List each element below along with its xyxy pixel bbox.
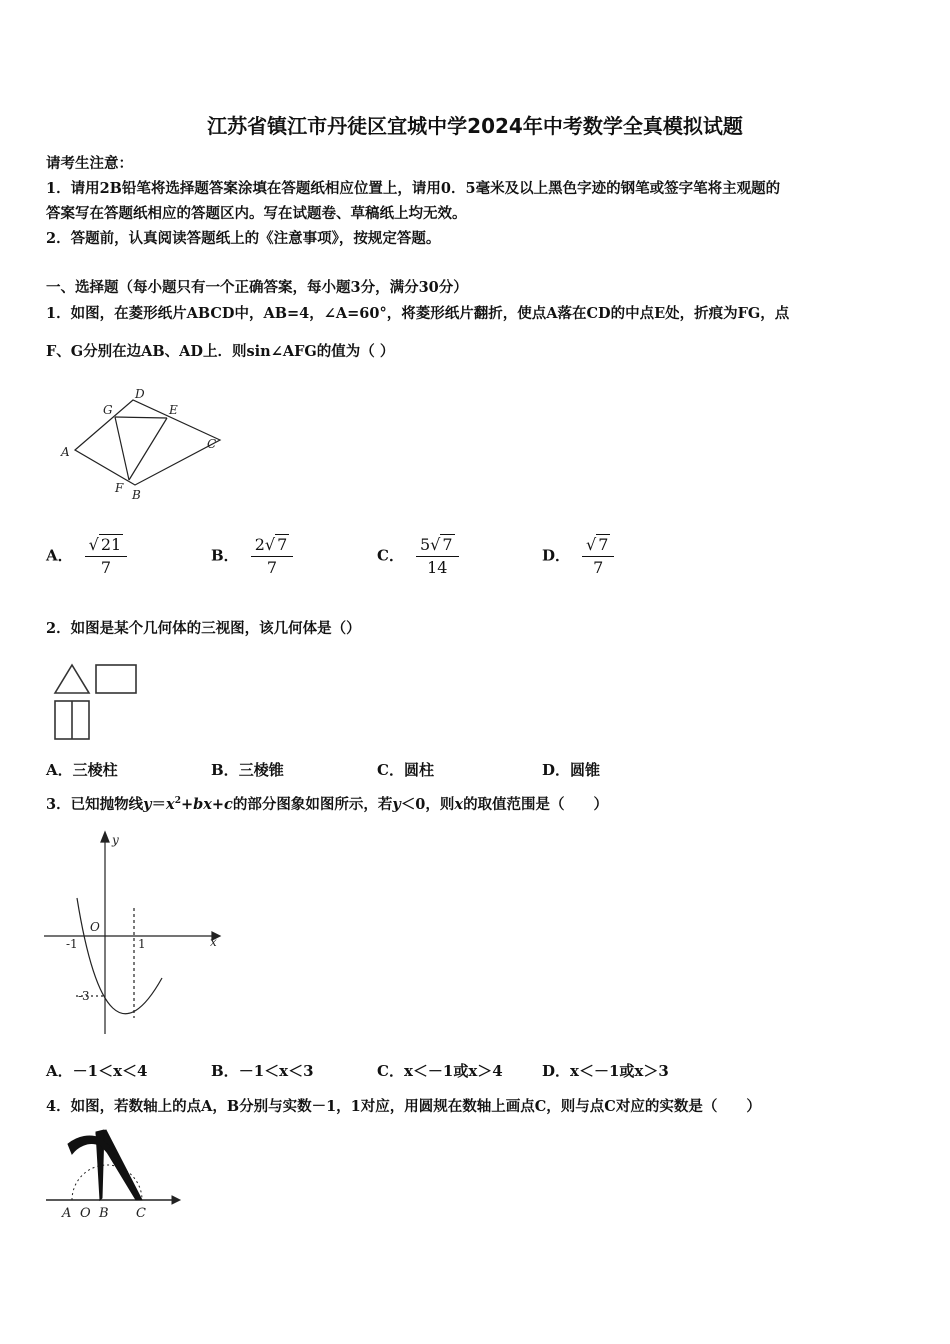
q3-line: 3．已知抛物线$y=x^2+bx+c$的部分图象如图所示，若y＜0，则x的取值范围是（ ） bbox=[46, 796, 609, 813]
q2-option-c[interactable]: C．圆柱 bbox=[377, 761, 434, 779]
segment-ge bbox=[115, 417, 167, 418]
fraction: $\frac{√ 7}{7}$ bbox=[582, 534, 614, 579]
rhombus-outline bbox=[75, 400, 220, 485]
label-neg1: -1 bbox=[66, 937, 78, 951]
q2-line: 2．如图是某个几何体的三视图，该几何体是（） bbox=[46, 620, 361, 637]
q3-parabola-graph bbox=[44, 828, 224, 1040]
q1-line-1: 1．如图，在菱形纸片ABCD中，AB=4，∠A=60°，将菱形纸片翻折，使点A落在CD的中点E处，折痕为FG，点 bbox=[46, 305, 790, 322]
q1-option-a[interactable] bbox=[46, 534, 127, 579]
parabola-curve bbox=[77, 898, 162, 1014]
label-a: A bbox=[62, 1206, 72, 1221]
q4-line: 4．如图，若数轴上的点A，B分别与实数－1，1对应，用圆规在数轴上画点C，则与点C对应的实数是（ ） bbox=[46, 1098, 761, 1115]
option-letter: A． bbox=[46, 546, 73, 565]
q3-option-a[interactable]: A．－1＜x＜4 bbox=[46, 1062, 148, 1080]
label-o: O bbox=[80, 1206, 91, 1221]
section-heading: 一、选择题（每小题只有一个正确答案，每小题3分，满分30分） bbox=[46, 279, 468, 296]
label-origin: O bbox=[90, 920, 100, 934]
q2-option-b[interactable]: B．三棱锥 bbox=[211, 761, 284, 779]
notice-heading: 请考生注意： bbox=[46, 155, 133, 172]
q2-option-d[interactable]: D．圆锥 bbox=[542, 761, 601, 779]
label-a: A bbox=[61, 445, 70, 459]
label-c: C bbox=[136, 1206, 146, 1221]
q3-option-c[interactable]: C．x＜－1或x＞4 bbox=[377, 1062, 503, 1080]
label-1: 1 bbox=[138, 937, 146, 951]
notice-line-1b: 答案写在答题纸相应的答题区内。写在试题卷、草稿纸上均无效。 bbox=[46, 205, 467, 222]
label-b: B bbox=[132, 488, 141, 502]
label-d: D bbox=[135, 387, 145, 401]
option-letter: B． bbox=[211, 546, 239, 565]
q1-option-b[interactable] bbox=[211, 534, 293, 579]
q3-option-d[interactable]: D．x＜－1或x＞3 bbox=[542, 1062, 669, 1080]
option-letter: D． bbox=[542, 546, 571, 565]
fold-line-gf bbox=[115, 417, 129, 480]
q3-option-b[interactable]: B．－1＜x＜3 bbox=[211, 1062, 314, 1080]
q1-option-c[interactable] bbox=[377, 534, 459, 579]
q1-option-d[interactable] bbox=[542, 534, 614, 579]
label-x: x bbox=[210, 935, 217, 949]
option-letter: C． bbox=[377, 546, 404, 565]
label-e: E bbox=[169, 403, 178, 417]
q4-compass-number-line-figure bbox=[44, 1124, 184, 1224]
notice-line-2: 2．答题前，认真阅读答题纸上的《注意事项》，按规定答题。 bbox=[46, 230, 441, 247]
label-c: C bbox=[207, 437, 217, 451]
number-line-arrow bbox=[172, 1196, 180, 1204]
side-view-rectangle bbox=[96, 665, 136, 693]
label-g: G bbox=[103, 403, 113, 417]
fraction: $\frac{2√ 7}{7}$ bbox=[251, 534, 294, 579]
page-title: 江苏省镇江市丹徒区宜城中学2024年中考数学全真模拟试题 bbox=[207, 114, 743, 138]
front-view-triangle bbox=[55, 665, 89, 693]
fraction: $\frac{5√ 7}{14}$ bbox=[416, 534, 459, 579]
label-y: y bbox=[112, 833, 119, 847]
q1-rhombus-figure bbox=[55, 380, 235, 505]
q1-line-2: F、G分别在边AB、AD上．则sin∠AFG的值为（ ） bbox=[46, 343, 395, 360]
label-f: F bbox=[115, 481, 124, 495]
q2-three-views-figure bbox=[48, 655, 143, 747]
fraction: $\frac{√ 21}{7}$ bbox=[85, 534, 128, 579]
y-axis-arrow bbox=[101, 832, 109, 842]
notice-line-1a: 1．请用2B铅笔将选择题答案涂填在答题纸相应位置上，请用0．5毫米及以上黑色字迹的钢笔或签字笔将主观题的 bbox=[46, 180, 781, 197]
label-b: B bbox=[99, 1206, 109, 1221]
q2-option-a[interactable]: A．三棱柱 bbox=[46, 761, 118, 779]
label-neg3: -3 bbox=[78, 989, 90, 1003]
